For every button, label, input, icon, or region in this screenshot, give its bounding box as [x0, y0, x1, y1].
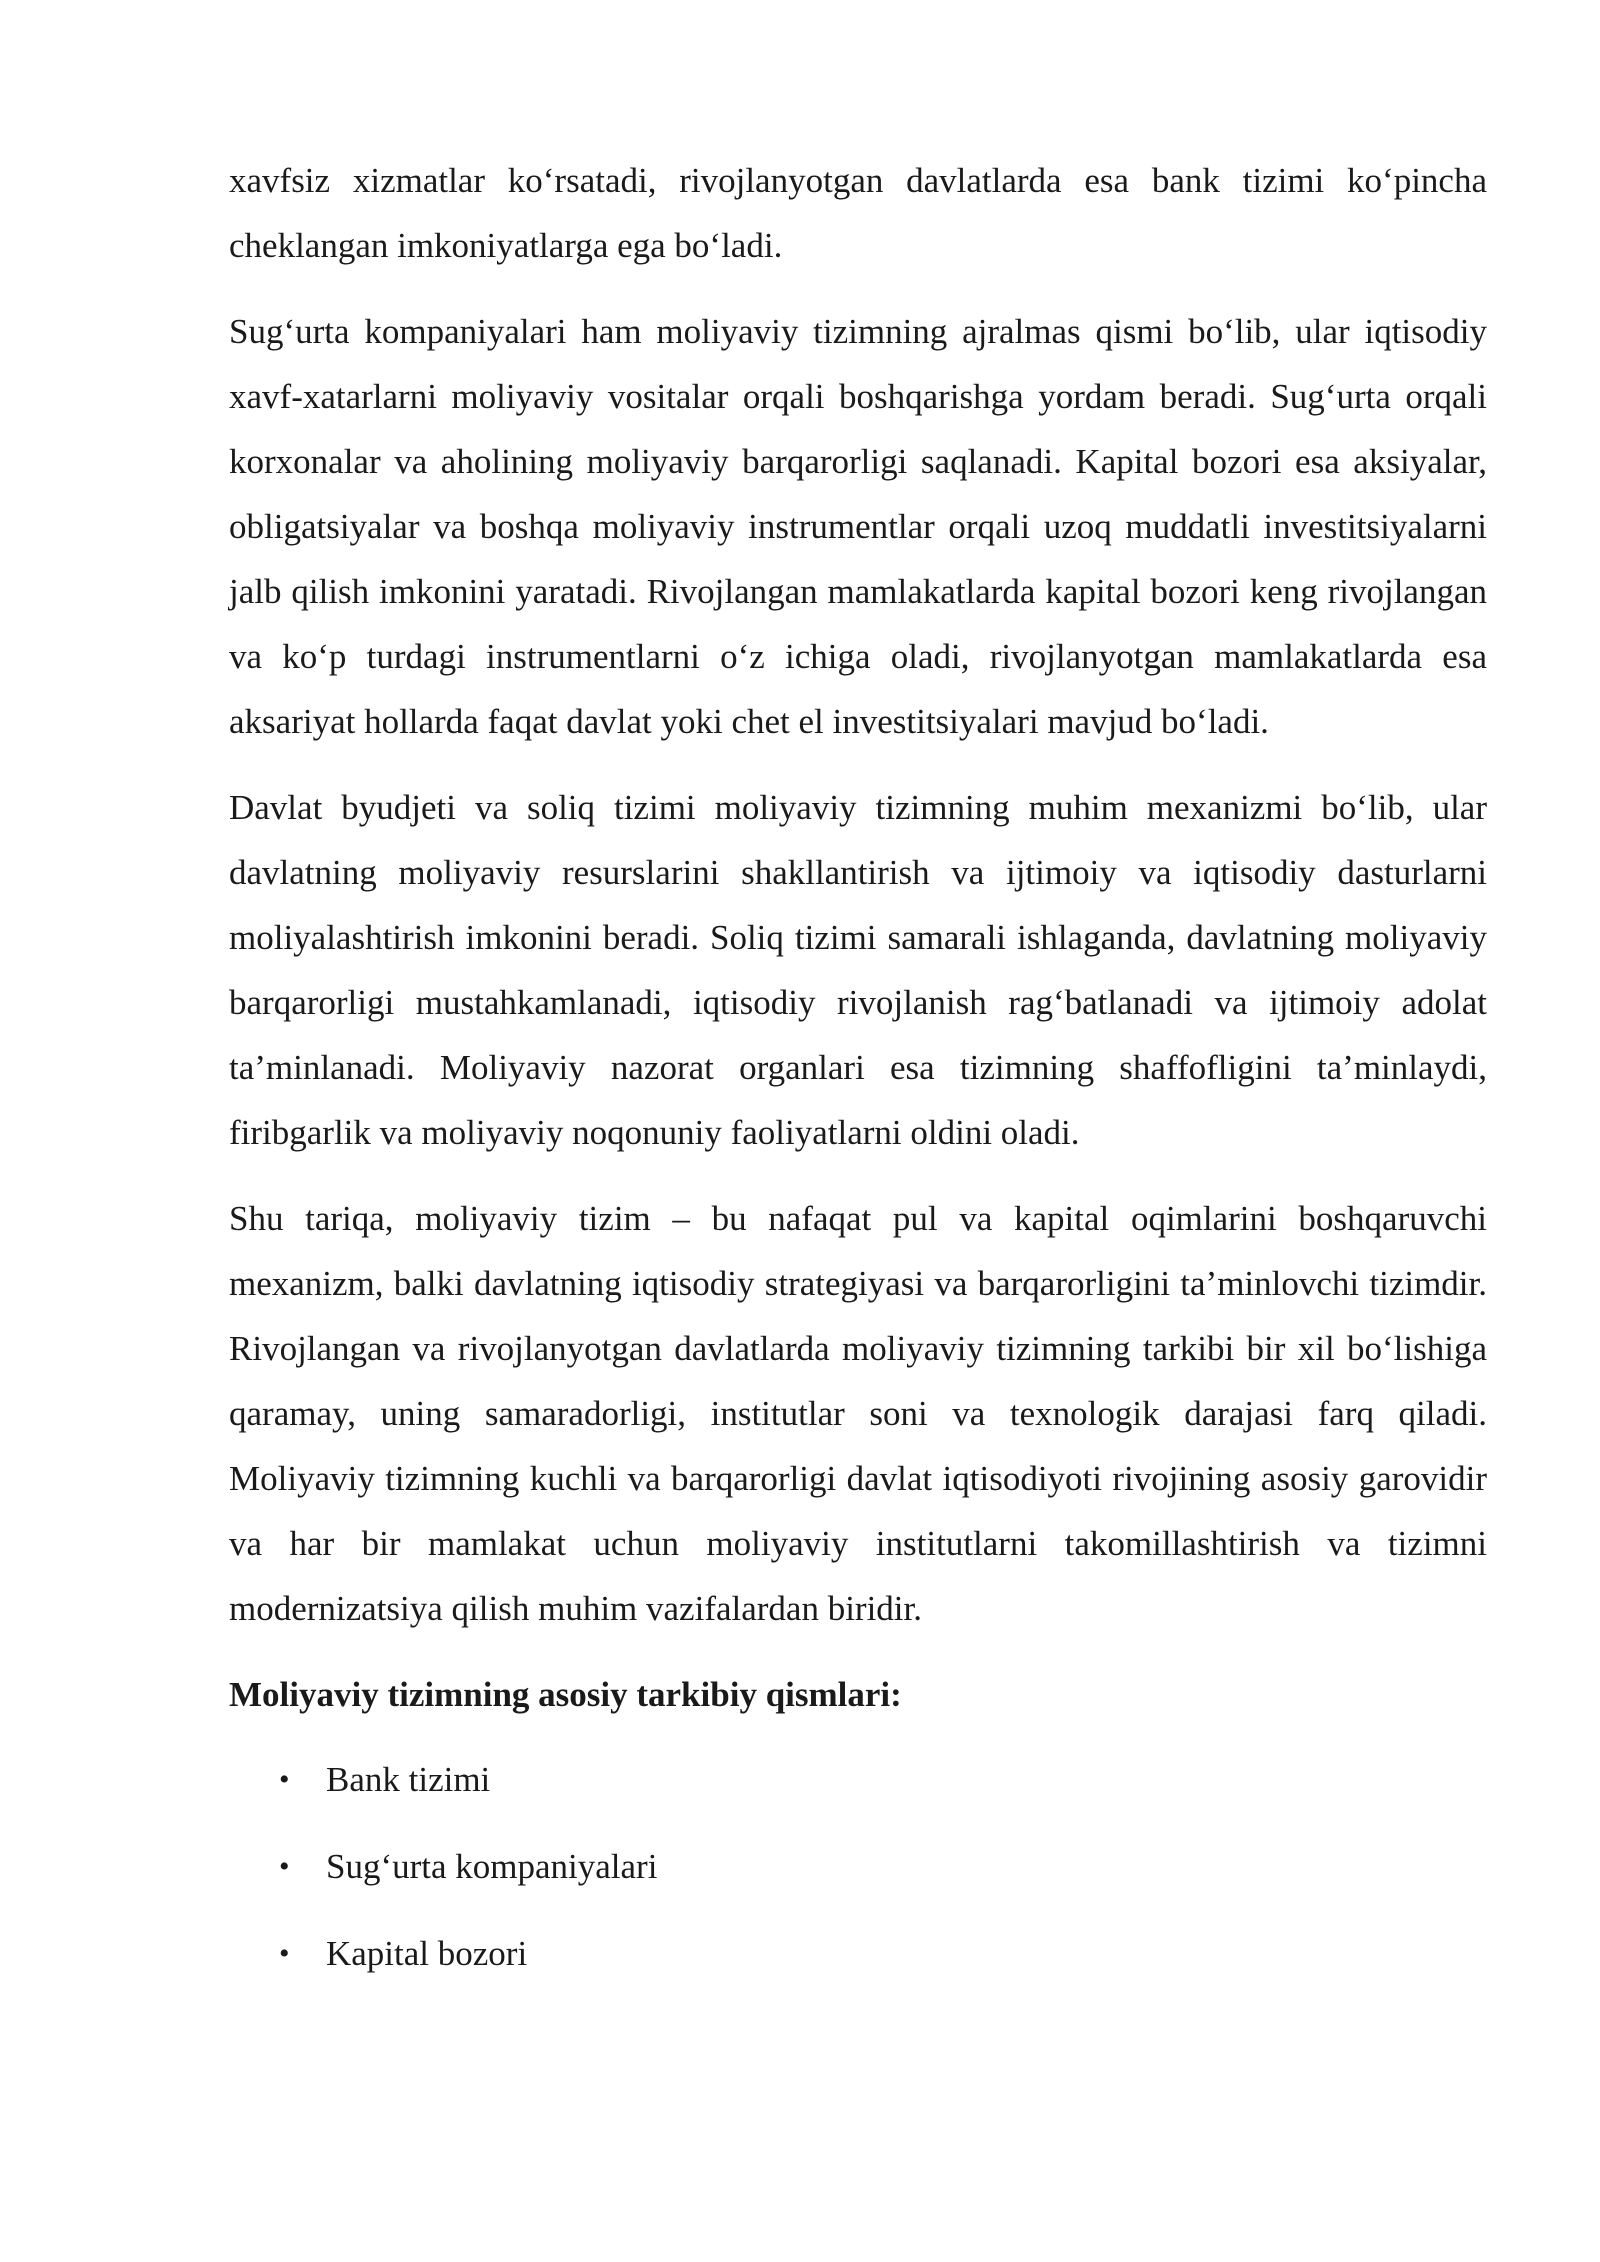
- paragraph-budget-tax-system: Davlat byudjeti va soliq tizimi moliyaviy tizimning muhim mexanizmi bo‘lib, ular davlatning moliyaviy resurslarini shakllantirish va ijtimoiy va iqtisodiy dasturlarni moliyalashtirish imkonini beradi. Soliq tizimi samarali ishlaganda, davlatning moliyaviy barqarorligi mustahkamlanadi, iqtisodiy rivojlanish rag‘batlanadi va ijtimoiy adolat ta’minlanadi. Moliyaviy nazorat organlari esa tizimning shaffofligini ta’minlaydi, firibgarlik va moliyaviy noqonuniy faoliyatlarni oldini oladi.: [229, 788, 1487, 1152]
- bullet-icon: •: [279, 1937, 290, 1970]
- section-heading: Moliyaviy tizimning asosiy tarkibiy qismlari:: [229, 1675, 902, 1714]
- paragraph-insurance-capital-market: Sug‘urta kompaniyalari ham moliyaviy tizimning ajralmas qismi bo‘lib, ular iqtisodiy xavf-xatarlarni moliyaviy vositalar orqali boshqarishga yordam beradi. Sug‘urta orqali korxonalar va aholining moliyaviy barqarorligi saqlanadi. Kapital bozori esa aksiyalar, obligatsiyalar va boshqa moliyaviy instrumentlar orqali uzoq muddatli investitsiyalarni jalb qilish imkonini yaratadi. Rivojlangan mamlakatlarda kapital bozori keng rivojlangan va ko‘p turdagi instrumentlarni o‘z ichiga oladi, rivojlanyotgan mamlakatlarda esa aksariyat hollarda faqat davlat yoki chet el investitsiyalari mavjud bo‘ladi.: [229, 312, 1487, 741]
- bullet-icon: •: [279, 1763, 290, 1796]
- document-body: [229, 148, 1487, 2008]
- bullet-icon: •: [279, 1850, 290, 1883]
- list-item: [229, 1834, 1487, 1899]
- list-item-label: Sug‘urta kompaniyalari: [326, 1847, 658, 1886]
- list-item: [229, 1747, 1487, 1812]
- list-item-label: Bank tizimi: [326, 1760, 491, 1799]
- paragraph-bank-continuation: xavfsiz xizmatlar ko‘rsatadi, rivojlanyotgan davlatlarda esa bank tizimi ko‘pincha cheklangan imkoniyatlarga ega bo‘ladi.: [229, 161, 1487, 265]
- list-item-label: Kapital bozori: [326, 1934, 528, 1973]
- paragraph-conclusion: Shu tariqa, moliyaviy tizim – bu nafaqat pul va kapital oqimlarini boshqaruvchi mexanizm, balki davlatning iqtisodiy strategiyasi va barqarorligini ta’minlovchi tizimdir. Rivojlangan va rivojlanyotgan davlatlarda moliyaviy tizimning tarkibi bir xil bo‘lishiga qaramay, uning samaradorligi, institutlar soni va texnologik darajasi farq qiladi. Moliyaviy tizimning kuchli va barqarorligi davlat iqtisodiyoti rivojining asosiy garovidir va har bir mamlakat uchun moliyaviy institutlarni takomillashtirish va tizimni modernizatsiya qilish muhim vazifalardan biridir.: [229, 1199, 1487, 1628]
- list-item: [229, 1921, 1487, 1986]
- components-list: [229, 1747, 1487, 1986]
